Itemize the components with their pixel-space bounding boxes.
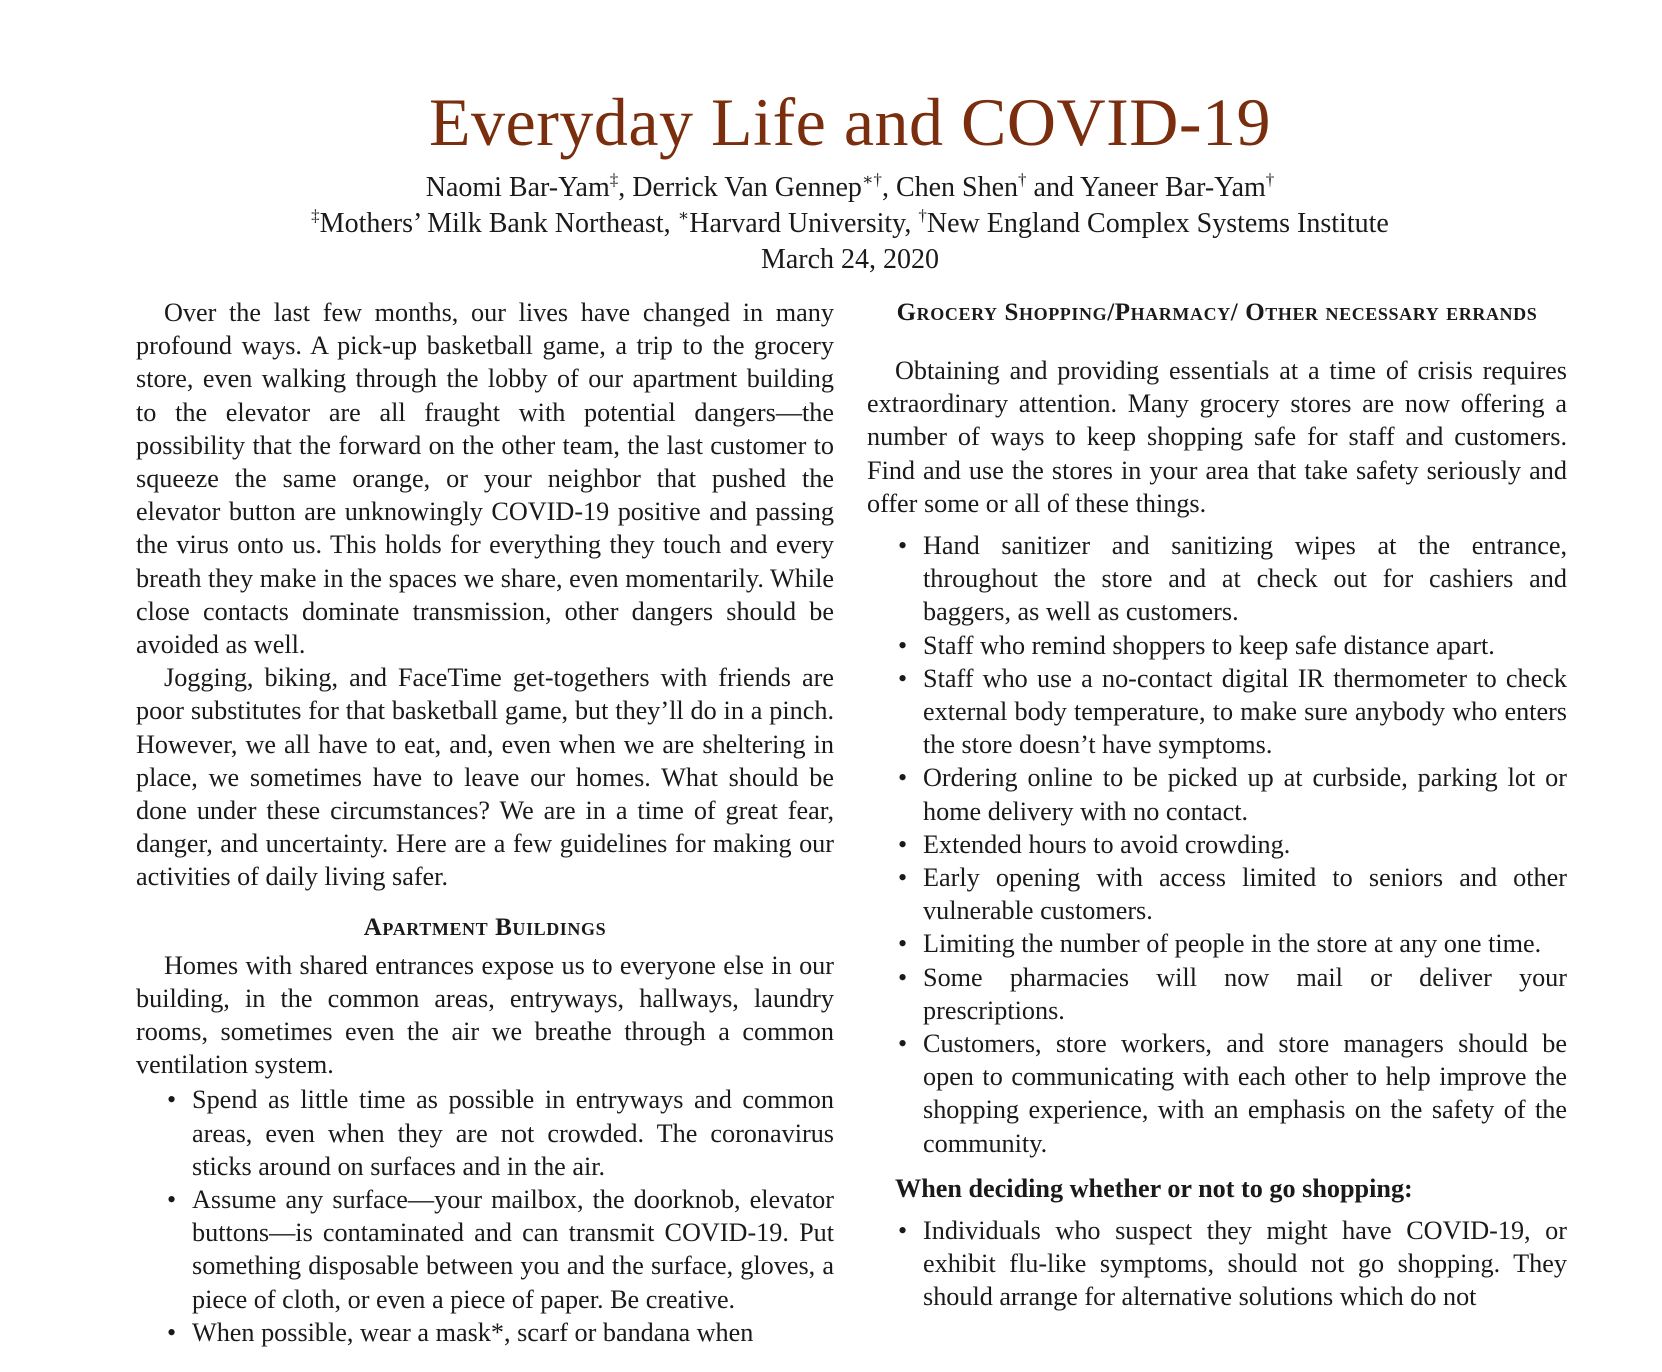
- bullet-list: [867, 529, 1567, 1160]
- affiliation-line: [0, 206, 1662, 242]
- section-heading-grocery-shopping: Grocery Shopping/Pharmacy/ Other necessary errands: [896, 299, 1538, 326]
- author-mark: †: [1265, 170, 1275, 189]
- affiliation-name: New England Complex Systems Institute: [926, 208, 1389, 239]
- affiliation-mark: ∗: [677, 206, 690, 225]
- list-item: • Staff who use a no-contact digital IR thermometer to check external body temperature, to make sure anybody who enters the store doesn’t have symptoms.: [867, 662, 1567, 762]
- list-item: • Staff who remind shoppers to keep safe distance apart.: [867, 629, 1567, 662]
- list-item: • Extended hours to avoid crowding.: [867, 828, 1567, 861]
- list-item: • Some pharmacies will now mail or deliver your prescriptions.: [867, 961, 1567, 1027]
- list-item: • When possible, wear a mask*, scarf or bandana when: [136, 1316, 834, 1349]
- author-mark: ∗†: [861, 170, 882, 189]
- paper-date: March 24, 2020: [760, 244, 940, 275]
- author-name: Chen Shen: [895, 172, 1019, 203]
- affiliation-name: Mothers’ Milk Bank Northeast,: [319, 208, 678, 239]
- list-item: • Ordering online to be picked up at curbside, parking lot or home delivery with no contact.: [867, 761, 1567, 827]
- author-separator: ,: [881, 172, 896, 203]
- affiliation-mark: †: [918, 206, 927, 225]
- left-column: [136, 296, 834, 1349]
- affiliation-name: Harvard University,: [689, 208, 919, 239]
- author-mark: †: [1018, 170, 1027, 189]
- bullet-list: [867, 1214, 1567, 1314]
- intro-paragraph: Jogging, biking, and FaceTime get-togethers with friends are poor substitutes for that basketball game, but they’ll do in a pinch. However, we all have to eat, and, even when we are sheltering in place, we sometimes have to leave our homes. What should be done under these circumstances? We are in a time of great fear, danger, and uncertainty. Here are a few guidelines for making our activities of daily living safer.: [136, 663, 834, 892]
- list-item: • Assume any surface—your mailbox, the doorknob, elevator buttons—is contaminated and can transmit COVID-19. Put something disposable between you and the surface, gloves, a piece of cloth, or even a piece of paper. Be creative.: [136, 1183, 834, 1316]
- list-item: • Spend as little time as possible in entryways and common areas, even when they are not crowded. The coronavirus sticks around on surfaces and in the air.: [136, 1083, 834, 1183]
- author-name: Yaneer Bar-Yam: [1079, 172, 1266, 203]
- bullet-list: [136, 1083, 834, 1349]
- author-name: Derrick Van Gennep: [632, 172, 862, 203]
- author-separator: ,: [618, 172, 633, 203]
- list-item: • Hand sanitizer and sanitizing wipes at the entrance, throughout the store and at check out for cashiers and baggers, as well as customers.: [867, 529, 1567, 629]
- list-item: • Individuals who suspect they might have COVID-19, or exhibit flu-like symptoms, should not go shopping. They should arrange for alternative solutions which do not: [867, 1214, 1567, 1314]
- list-item: • Customers, store workers, and store managers should be open to communicating with each other to help improve the shopping experience, with an emphasis on the safety of the community.: [867, 1027, 1567, 1160]
- author-separator: and: [1026, 172, 1080, 203]
- body-paragraph: Homes with shared entrances expose us to everyone else in our building, in the common areas, entryways, hallways, laundry rooms, sometimes even the air we breathe through a common ventilation system.: [136, 950, 834, 1080]
- author-line: [0, 170, 1662, 206]
- intro-paragraph: Over the last few months, our lives have changed in many profound ways. A pick-up basketball game, a trip to the grocery store, even walking through the lobby of our apartment building to the elevator are all fraught with potential dangers—the possibility that the forward on the other team, the last customer to squeeze the same orange, or your neighbor that pushed the elevator button are unknowingly COVID-19 positive and passing the virus onto us. This holds for everything they touch and every breath they make in the spaces we share, even momentarily. While close contacts dominate transmission, other dangers should be avoided as well.: [136, 298, 834, 660]
- paper-title: Everyday Life and COVID-19: [429, 84, 1271, 160]
- author-name: Naomi Bar-Yam: [425, 172, 610, 203]
- right-column: [867, 296, 1567, 1314]
- list-item: • Limiting the number of people in the store at any one time.: [867, 927, 1567, 960]
- section-heading-apartment-buildings: Apartment Buildings: [363, 913, 607, 941]
- author-mark: ‡: [609, 170, 619, 189]
- body-paragraph: Obtaining and providing essentials at a time of crisis requires extraordinary attention. Many grocery stores are now offering a number of ways to keep shopping safe for staff and customers. Find and use the stores in your area that take safety seriously and offer some or all of these things.: [867, 356, 1567, 518]
- affiliation-mark: ‡: [311, 206, 320, 225]
- list-item: • Early opening with access limited to seniors and other vulnerable customers.: [867, 861, 1567, 927]
- subheading-shopping-decision: When deciding whether or not to go shopping:: [895, 1173, 1413, 1203]
